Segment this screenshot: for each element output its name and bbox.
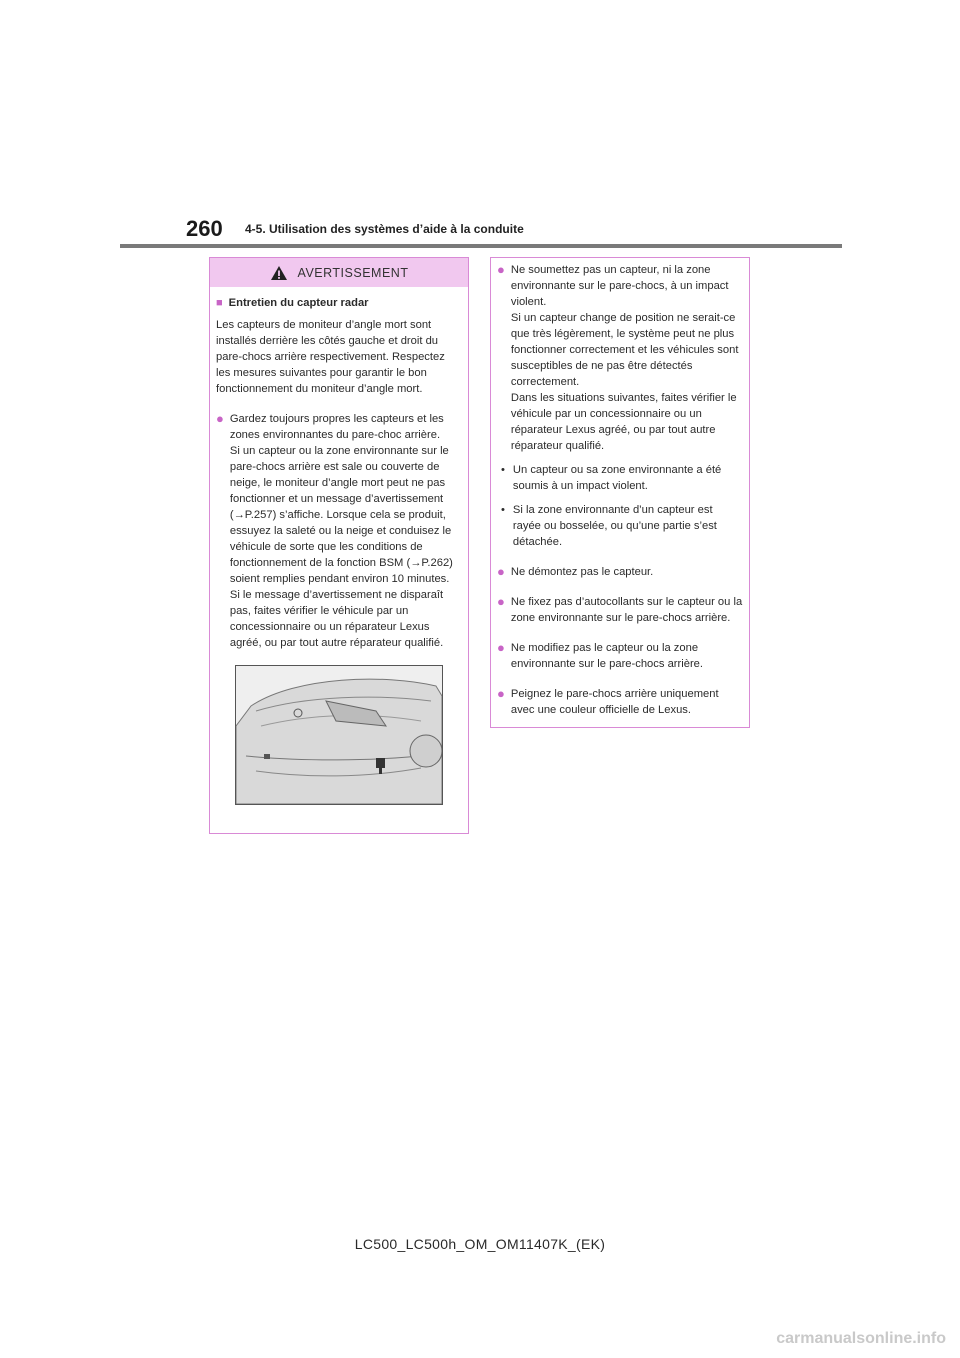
warning-triangle-icon	[270, 265, 288, 281]
rear-bumper-illustration	[235, 665, 443, 805]
header-rule	[120, 244, 842, 248]
round-bullet-icon: ●	[497, 640, 505, 655]
warning-box-left	[209, 257, 469, 834]
page-number: 260	[186, 216, 223, 241]
warning-box-right	[490, 257, 750, 728]
bullet-item	[497, 686, 743, 718]
bullet-text: Ne fixez pas d’autocollants sur le capteur ou la zone environnante sur le pare-chocs arrière.	[510, 596, 743, 624]
section-title: 4-5. Utilisation des systèmes d’aide à la conduite	[245, 222, 524, 236]
sub-item-text: Un capteur ou sa zone environnante a été soumis à un impact violent.	[512, 464, 722, 492]
sub-list-item	[497, 502, 743, 550]
sub-list-item	[497, 462, 743, 494]
subheading-text: Entretien du capteur radar	[228, 297, 369, 309]
bullet-text: Gardez toujours propres les capteurs et les zones environnantes du pare-choc arrière.	[229, 413, 444, 441]
subheading	[216, 295, 462, 311]
sub-bullet-mark: •	[501, 504, 505, 516]
sub-bullet-mark: •	[501, 464, 505, 476]
bullet-item	[497, 594, 743, 626]
round-bullet-icon: ●	[216, 411, 224, 426]
round-bullet-icon: ●	[497, 564, 505, 579]
bullet-text: Ne démontez pas le capteur.	[510, 566, 654, 578]
intro-paragraph: Les capteurs de moniteur d’angle mort sont installés derrière les côtés gauche et droit du pare-chocs arrière respectivement. Respectez les mesures suivantes pour garantir le bon fonctionnement du moniteur d’angle mort.	[216, 319, 445, 395]
bullet-item	[216, 411, 462, 651]
bullet-item	[497, 640, 743, 672]
watermark: carmanualsonline.info	[776, 1330, 946, 1347]
square-bullet-icon: ■	[216, 297, 223, 309]
round-bullet-icon: ●	[497, 686, 505, 701]
warning-title: AVERTISSEMENT	[297, 265, 409, 280]
bullet-text: Ne modifiez pas le capteur ou la zone environnante sur le pare-chocs arrière.	[510, 642, 704, 670]
bullet-item	[497, 262, 743, 454]
bullet-item	[497, 564, 743, 580]
bullet-text-continued: Si un capteur ou la zone environnante sur le pare-chocs arrière est sale ou couverte de neige, le moniteur d’angle mort peut ne pas fonctionner et un message d’avertissement (→P.257) s’affiche. Lorsque cela se produit, essuyez la saleté ou la neige et conduisez le véhicule de sorte que les conditions de fonctionnement de la fonction BSM (→P.262) soient remplies pendant environ 10 minutes. Si le message d’avertissement ne disparaît pas, faites vérifier le véhicule par un concessionnaire ou un réparateur Lexus agréé, ou par tout autre réparateur qualifié.	[229, 445, 453, 649]
bullet-text: Ne soumettez pas un capteur, ni la zone environnante sur le pare-chocs, à un impact violent.	[510, 264, 729, 308]
round-bullet-icon: ●	[497, 594, 505, 609]
bullet-text: Peignez le pare-chocs arrière uniquement avec une couleur officielle de Lexus.	[510, 688, 719, 716]
round-bullet-icon: ●	[497, 262, 505, 277]
bullet-text-continued: Dans les situations suivantes, faites vérifier le véhicule par un concessionnaire ou un réparateur Lexus agréé, ou par tout autre réparateur qualifié.	[510, 392, 737, 452]
sub-item-text: Si la zone environnante d’un capteur est rayée ou bosselée, ou qu’une partie s’est détachée.	[512, 504, 717, 548]
warning-header	[210, 258, 468, 287]
car-rear-drawing	[236, 666, 442, 804]
bullet-text-continued: Si un capteur change de position ne serait-ce que très légèrement, le système peut ne plus fonctionner correctement et les véhicules sont susceptibles de ne pas être détectés correctement.	[510, 312, 739, 388]
document-code: LC500_LC500h_OM_OM11407K_(EK)	[354, 1236, 606, 1252]
